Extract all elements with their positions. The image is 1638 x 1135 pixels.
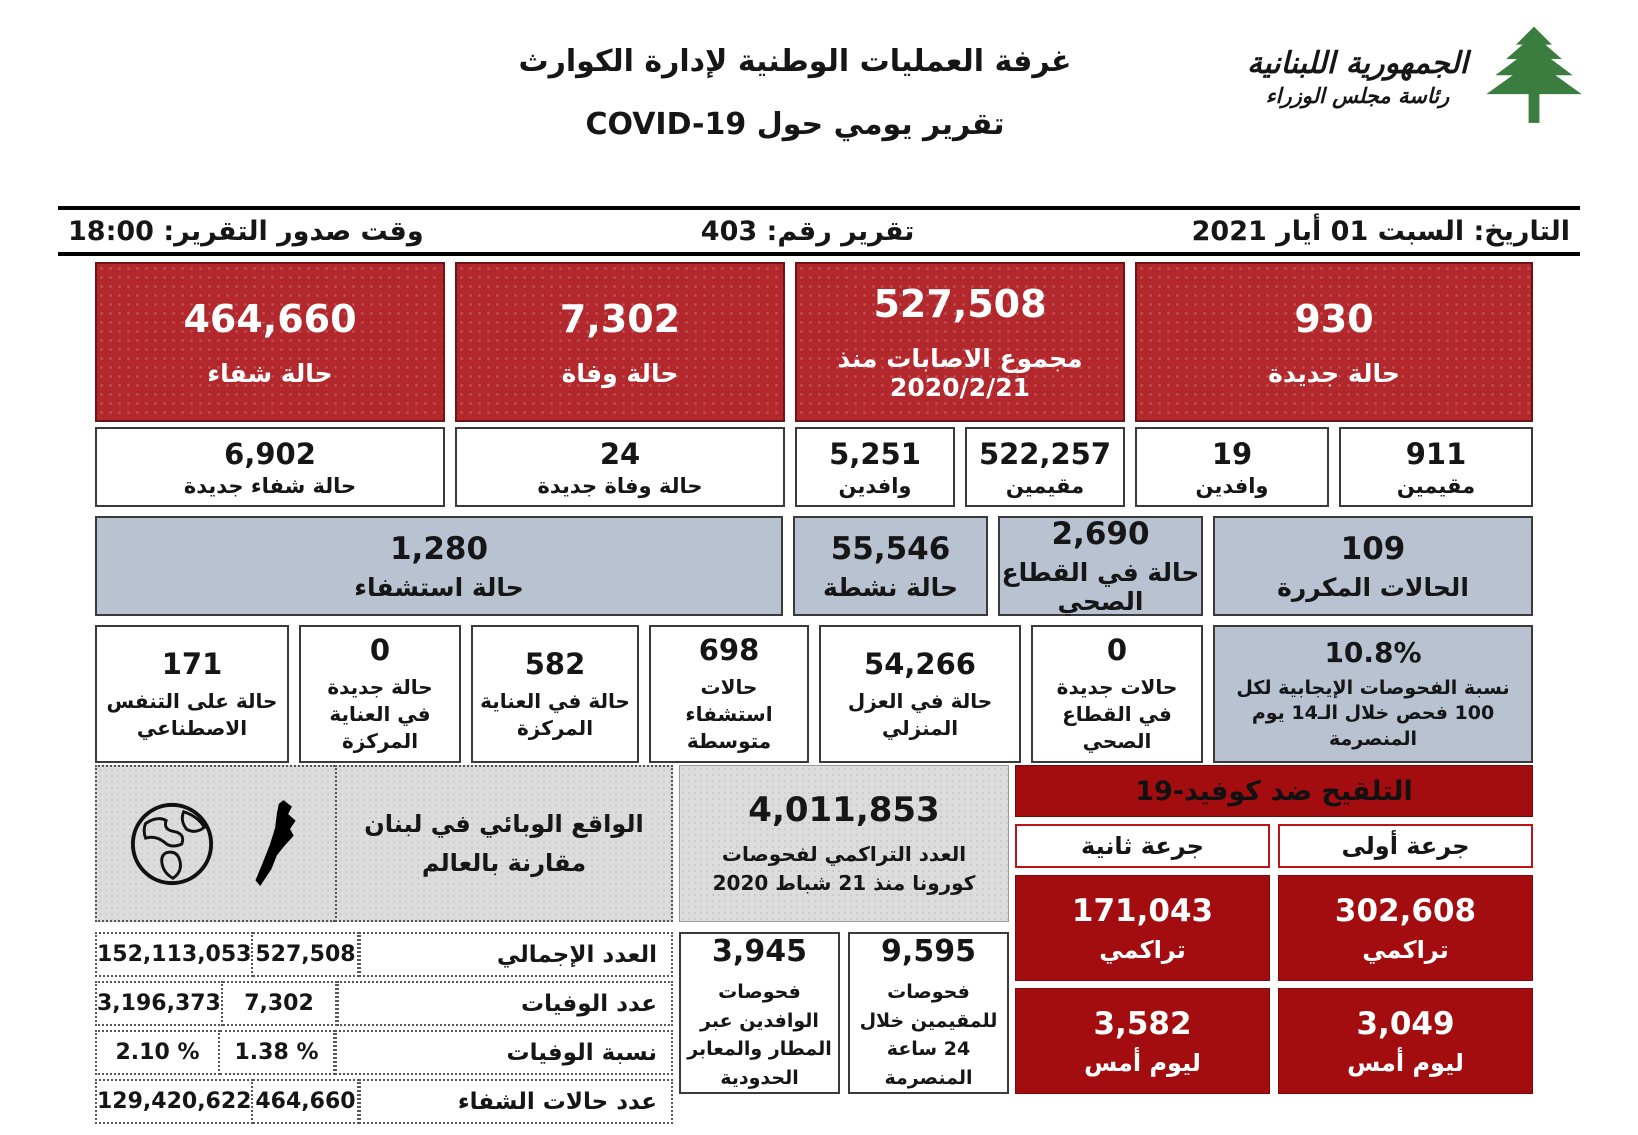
cumulative-tests-label: العدد التراكمي لفحوصات كورونا منذ 21 شباط 2020 bbox=[712, 841, 976, 895]
hospitalizations-value: 1,280 bbox=[389, 530, 489, 567]
secondary-stats-row bbox=[95, 516, 1533, 616]
comparison-row-label: العدد الإجمالي bbox=[359, 932, 673, 977]
world-comparison-panel bbox=[95, 765, 673, 1124]
new-deaths-label: حالة وفاة جديدة bbox=[537, 473, 703, 498]
report-number: تقرير رقم: 403 bbox=[700, 215, 915, 247]
active-cases-value: 55,546 bbox=[830, 530, 951, 567]
home-isolation-box bbox=[819, 625, 1021, 763]
health-sector-cases-label: حالة في القطاع الصحي bbox=[1001, 558, 1200, 616]
brand-line2: رئاسة مجلس الوزراء bbox=[1265, 83, 1450, 108]
positivity-rate-box bbox=[1213, 625, 1533, 763]
new-cases-box bbox=[1135, 262, 1533, 422]
second-dose-yesterday-label: ليوم أمس bbox=[1084, 1048, 1201, 1077]
report-date: التاريخ: السبت 01 أيار 2021 bbox=[1191, 215, 1570, 247]
new-icu-cases-value: 0 bbox=[369, 633, 391, 667]
positivity-rate-label: نسبة الفحوصات الإيجابية لكل 100 فحص خلال الـ14 يوم المنصرمة bbox=[1236, 676, 1510, 750]
lebanon-value: 464,660 bbox=[253, 1079, 359, 1124]
active-cases-label: حالة نشطة bbox=[823, 572, 958, 602]
comparison-row-label: عدد حالات الشفاء bbox=[359, 1079, 673, 1124]
lebanon-value: 527,508 bbox=[253, 932, 359, 977]
total-cases-arrivals-value: 5,251 bbox=[829, 436, 921, 471]
lebanon-value: 7,302 bbox=[223, 981, 337, 1026]
world-value: 3,196,373 bbox=[95, 981, 223, 1026]
comparison-row-recoveries bbox=[95, 1079, 673, 1124]
residents-tests-label: فحوصات للمقيمين خلال 24 ساعة المنصرمة bbox=[859, 981, 998, 1089]
second-dose-yesterday-box bbox=[1015, 988, 1270, 1094]
title-line2: تقرير يومي حول COVID-19 bbox=[585, 107, 1005, 142]
ventilator-cases-label: حالة على التنفس الاصطناعي bbox=[106, 688, 278, 740]
comparison-table bbox=[95, 932, 673, 1124]
comparison-icons-cell bbox=[95, 765, 335, 922]
hospitalizations-box bbox=[95, 516, 783, 616]
deaths-box bbox=[455, 262, 785, 422]
total-cases-arrivals-label: وافدين bbox=[838, 473, 912, 498]
new-cases-residents-value: 911 bbox=[1405, 436, 1467, 471]
primary-stats-row bbox=[95, 262, 1533, 422]
residents-tests-value: 9,595 bbox=[881, 934, 976, 969]
comparison-row-deaths bbox=[95, 981, 673, 1026]
new-cases-arrivals-label: وافدين bbox=[1195, 473, 1269, 498]
world-value: 2.10 % bbox=[95, 1030, 220, 1075]
ventilator-cases-box bbox=[95, 625, 289, 763]
statistics-grid bbox=[95, 262, 1533, 763]
second-dose-cumulative-value: 171,043 bbox=[1071, 892, 1214, 929]
total-cases-residents-value: 522,257 bbox=[978, 436, 1112, 471]
new-recoveries-box bbox=[95, 427, 445, 507]
new-deaths-value: 24 bbox=[599, 436, 641, 471]
comparison-row-total bbox=[95, 932, 673, 977]
second-dose-column bbox=[1015, 824, 1270, 1094]
primary-sub-row bbox=[95, 427, 1533, 507]
home-isolation-value: 54,266 bbox=[864, 646, 976, 681]
moderate-hospitalizations-value: 698 bbox=[698, 633, 760, 667]
new-cases-residents-label: مقيمين bbox=[1396, 473, 1476, 498]
cumulative-tests-value: 4,011,853 bbox=[748, 789, 940, 830]
first-dose-column bbox=[1278, 824, 1533, 1094]
lebanon-map-icon bbox=[248, 796, 304, 892]
globe-icon bbox=[128, 800, 216, 888]
deaths-label: حالة وفاة bbox=[561, 358, 679, 388]
cedar-tree-icon bbox=[1480, 18, 1588, 136]
second-dose-yesterday-value: 3,582 bbox=[1093, 1005, 1192, 1042]
repeated-cases-box bbox=[1213, 516, 1533, 616]
total-cases-box bbox=[795, 262, 1125, 422]
comparison-row-label: عدد الوفيات bbox=[337, 981, 673, 1026]
bottom-panels bbox=[95, 765, 1533, 1124]
new-recoveries-label: حالة شفاء جديدة bbox=[183, 473, 357, 498]
detail-stats-row bbox=[95, 625, 1533, 763]
new-health-sector-cases-value: 0 bbox=[1106, 633, 1128, 667]
new-cases-arrivals-value: 19 bbox=[1211, 436, 1253, 471]
hospitalizations-label: حالة استشفاء bbox=[354, 572, 524, 602]
total-cases-value: 527,508 bbox=[873, 282, 1047, 326]
total-cases-label: مجموع الاصابات منذ 2020/2/21 bbox=[837, 344, 1083, 402]
new-icu-cases-box bbox=[299, 625, 461, 763]
new-cases-label: حالة جديدة bbox=[1268, 358, 1400, 388]
repeated-cases-value: 109 bbox=[1340, 530, 1406, 567]
second-dose-cumulative-box bbox=[1015, 875, 1270, 981]
new-health-sector-cases-box bbox=[1031, 625, 1203, 763]
deaths-value: 7,302 bbox=[559, 296, 681, 341]
total-cases-residents-box bbox=[965, 427, 1125, 507]
government-logo bbox=[1247, 18, 1588, 136]
comparison-row-label: نسبة الوفيات bbox=[335, 1030, 673, 1075]
health-sector-cases-value: 2,690 bbox=[1051, 516, 1150, 552]
world-value: 152,113,053 bbox=[95, 932, 253, 977]
arrivals-tests-box bbox=[679, 932, 840, 1094]
lebanon-value: 1.38 % bbox=[220, 1030, 335, 1075]
recoveries-label: حالة شفاء bbox=[207, 358, 333, 388]
comparison-header bbox=[95, 765, 673, 922]
report-issue-time: وقت صدور التقرير: 18:00 bbox=[68, 215, 424, 247]
icu-cases-label: حالة في العناية المركزة bbox=[480, 688, 630, 740]
tests-panel bbox=[679, 765, 1009, 1094]
daily-tests-row bbox=[679, 932, 1009, 1094]
total-cases-arrivals-box bbox=[795, 427, 955, 507]
second-dose-cumulative-label: تراكمي bbox=[1099, 935, 1186, 964]
ventilator-cases-value: 171 bbox=[161, 646, 223, 681]
report-info-bar bbox=[58, 206, 1580, 256]
second-dose-label: جرعة ثانية bbox=[1015, 824, 1270, 868]
vaccination-title: التلقيح ضد كوفيد-19 bbox=[1015, 765, 1533, 817]
vaccination-panel bbox=[1015, 765, 1533, 1094]
brand-text bbox=[1247, 45, 1468, 109]
arrivals-tests-value: 3,945 bbox=[712, 934, 807, 969]
total-cases-residents-label: مقيمين bbox=[1005, 473, 1085, 498]
arrivals-tests-label: فحوصات الوافدين عبر المطار والمعابر الحدودية bbox=[687, 981, 832, 1089]
new-recoveries-value: 6,902 bbox=[224, 436, 316, 471]
first-dose-yesterday-label: ليوم أمس bbox=[1347, 1048, 1464, 1077]
icu-cases-value: 582 bbox=[524, 646, 586, 681]
recoveries-value: 464,660 bbox=[183, 296, 357, 341]
health-sector-cases-box bbox=[998, 516, 1203, 616]
comparison-row-death-rate bbox=[95, 1030, 673, 1075]
brand-line1: الجمهورية اللبنانية bbox=[1246, 46, 1468, 82]
moderate-hospitalizations-box bbox=[649, 625, 809, 763]
new-cases-residents-box bbox=[1339, 427, 1533, 507]
comparison-title: الواقع الوبائي في لبنان مقارنة بالعالم bbox=[335, 765, 673, 922]
new-cases-breakdown bbox=[1135, 427, 1533, 507]
title-line1: غرفة العمليات الوطنية لإدارة الكوارث bbox=[518, 44, 1072, 79]
first-dose-cumulative-label: تراكمي bbox=[1362, 935, 1449, 964]
world-value: 129,420,622 bbox=[95, 1079, 253, 1124]
new-health-sector-cases-label: حالات جديدة في القطاع الصحي bbox=[1056, 675, 1178, 753]
first-dose-label: جرعة أولى bbox=[1278, 824, 1533, 868]
first-dose-yesterday-box bbox=[1278, 988, 1533, 1094]
residents-tests-box bbox=[848, 932, 1009, 1094]
new-cases-value: 930 bbox=[1294, 296, 1374, 341]
new-icu-cases-label: حالة جديدة في العناية المركزة bbox=[327, 675, 433, 753]
repeated-cases-label: الحالات المكررة bbox=[1277, 572, 1469, 602]
moderate-hospitalizations-label: حالات استشفاء متوسطة bbox=[685, 675, 773, 753]
icu-cases-box bbox=[471, 625, 639, 763]
vaccination-columns bbox=[1015, 824, 1533, 1094]
first-dose-yesterday-value: 3,049 bbox=[1356, 1005, 1455, 1042]
positivity-rate-value: 10.8% bbox=[1324, 635, 1422, 669]
new-deaths-box bbox=[455, 427, 785, 507]
total-cases-breakdown bbox=[795, 427, 1125, 507]
new-cases-arrivals-box bbox=[1135, 427, 1329, 507]
page-title bbox=[450, 44, 1140, 142]
active-cases-box bbox=[793, 516, 988, 616]
cumulative-tests-box bbox=[679, 765, 1009, 922]
recoveries-box bbox=[95, 262, 445, 422]
first-dose-cumulative-box bbox=[1278, 875, 1533, 981]
home-isolation-label: حالة في العزل المنزلي bbox=[847, 688, 993, 740]
first-dose-cumulative-value: 302,608 bbox=[1334, 892, 1477, 929]
